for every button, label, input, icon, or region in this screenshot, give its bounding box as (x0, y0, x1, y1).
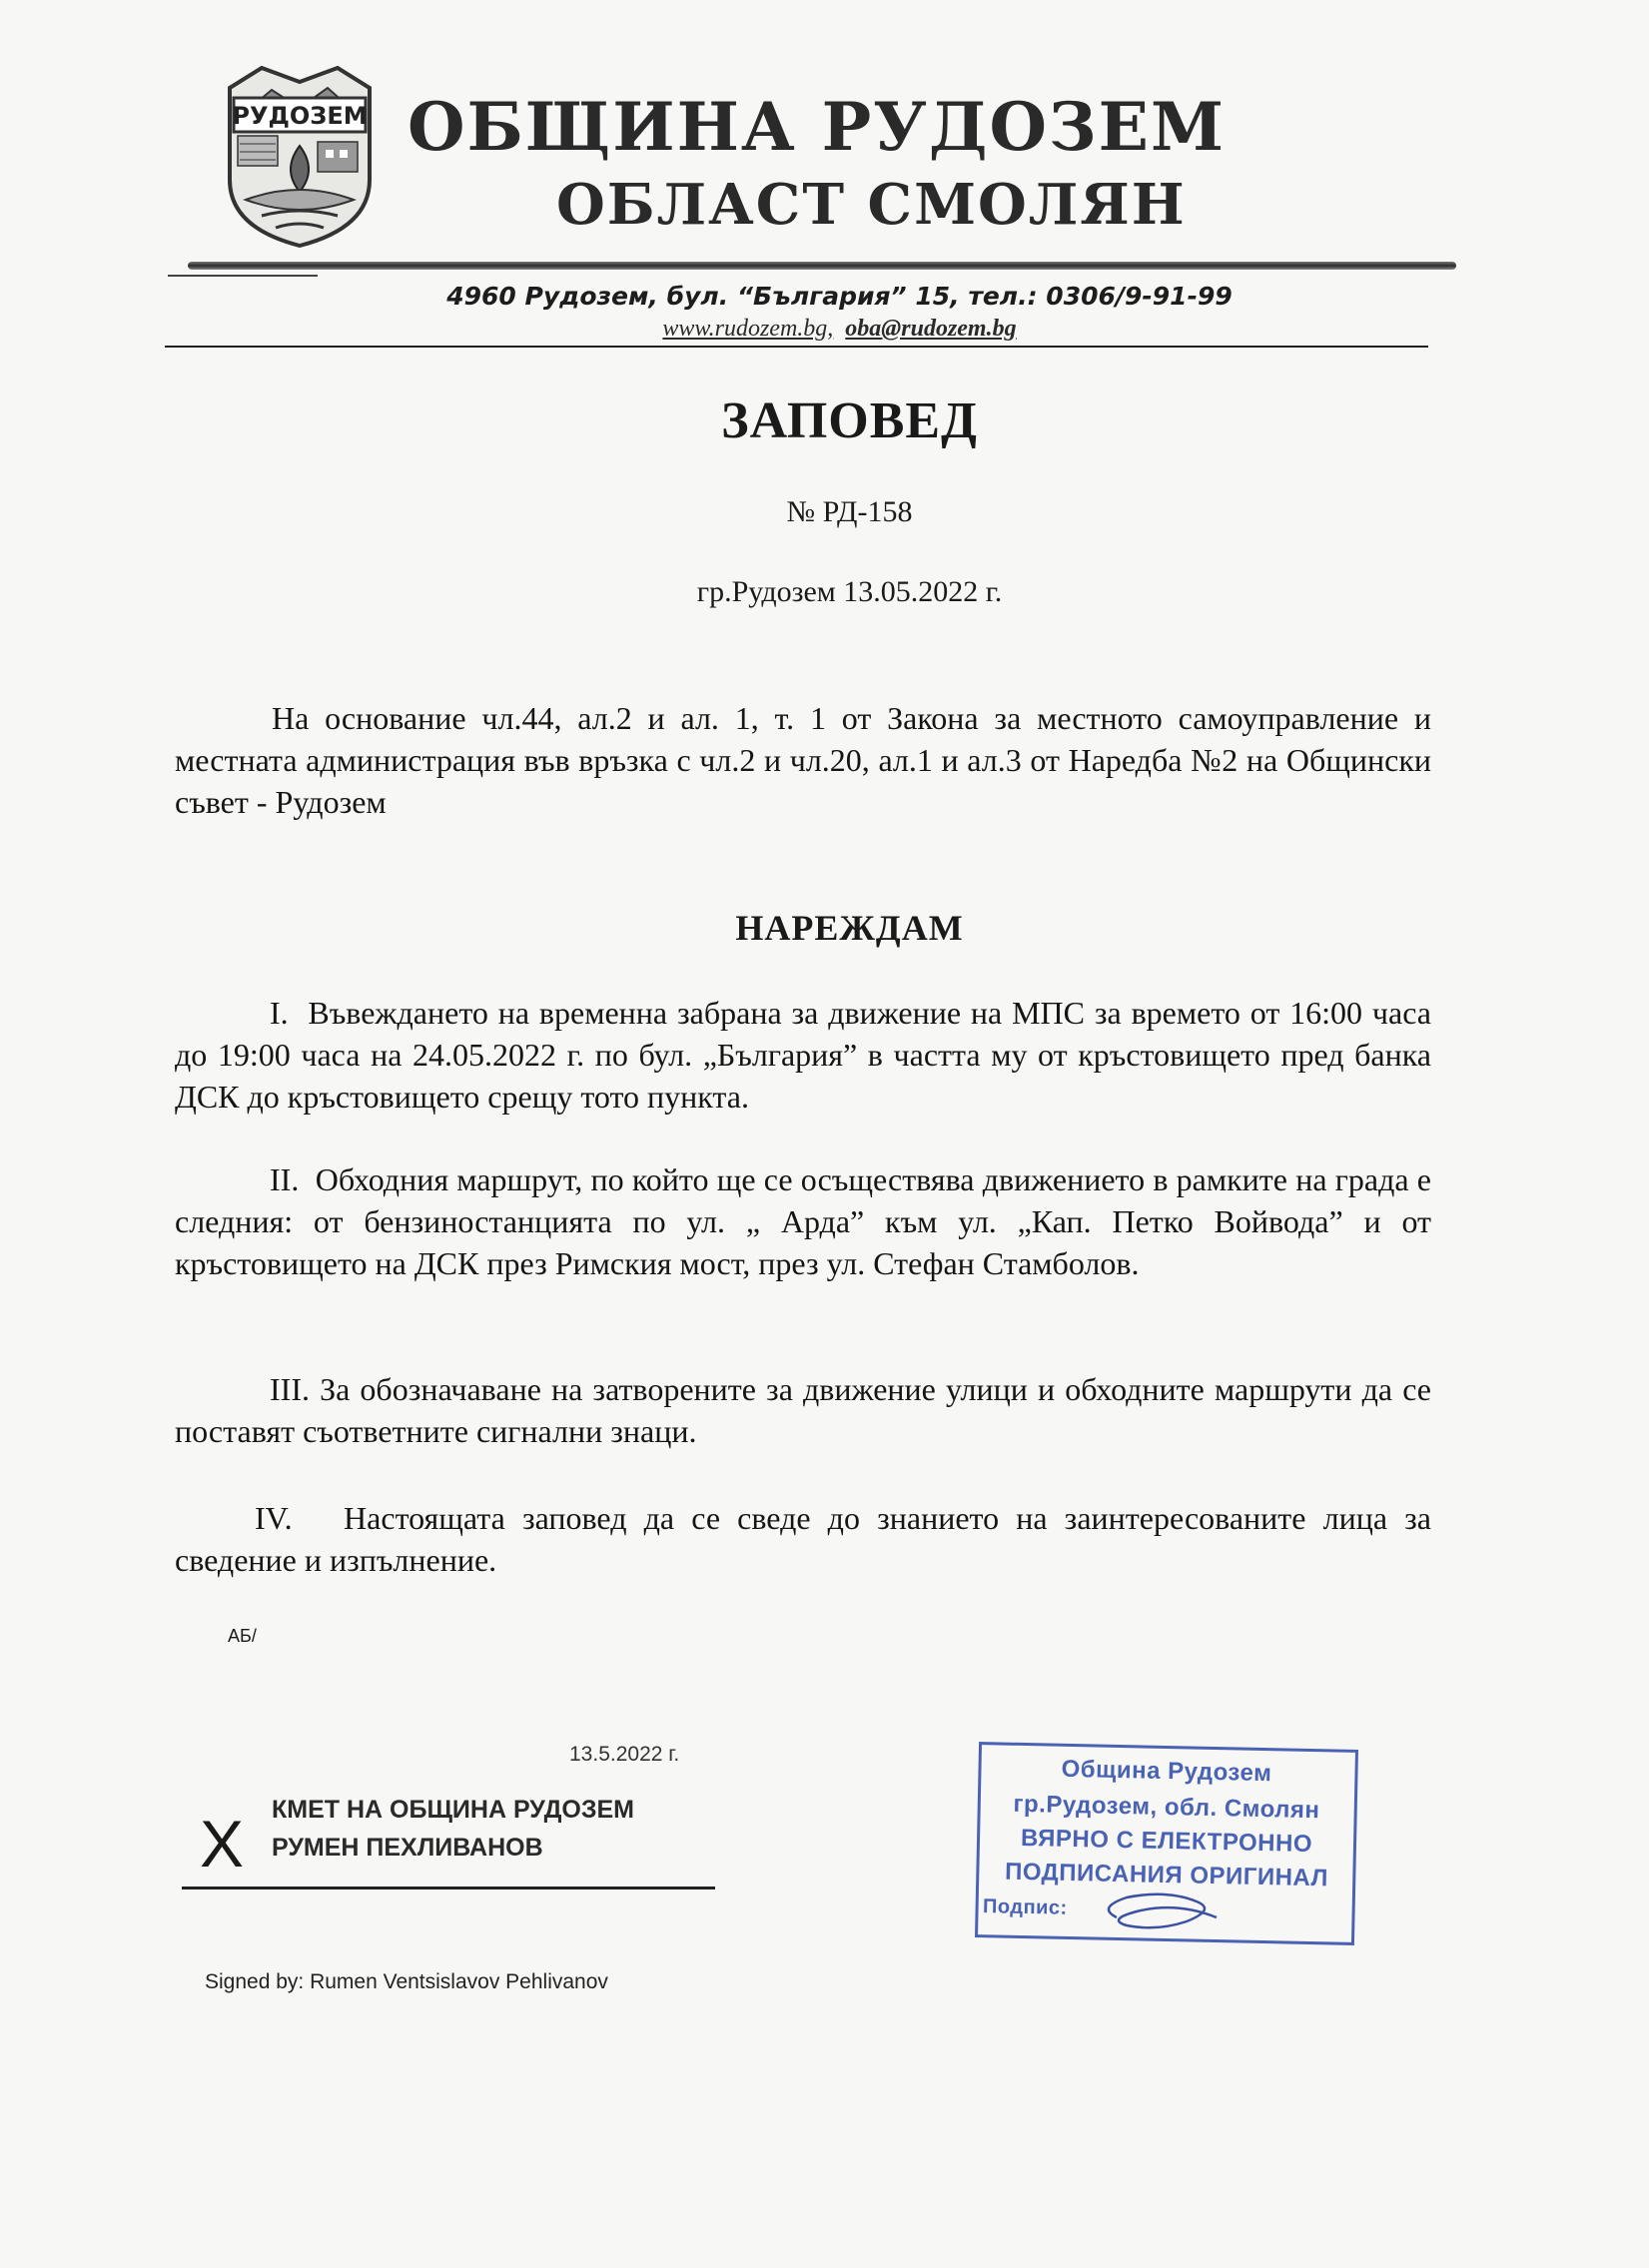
contact-line (0, 316, 1649, 343)
email-link[interactable]: oba@rudozem.bg (845, 316, 1017, 342)
contact-divider (165, 346, 1428, 348)
order-item-number: III. (270, 1371, 310, 1407)
stamp-signature-label: Подпис: (982, 1895, 1068, 1919)
order-item-text: Обходния маршрут, по който ще се осъществява движението в рамките на града е следния: от бензиностанцията по ул. „ Арда” към ул. „Кап. Петко Войвода” и от кръстовището на ДСК през Римския мост, през ул. Стефан Стамболов. (175, 1161, 1432, 1281)
header-divider-thin (168, 275, 318, 277)
place-and-date: гр.Рудозем 13.05.2022 г. (696, 575, 1003, 608)
order-item (175, 992, 1431, 1118)
order-item-text: Настоящата заповед да се сведе до знанието на заинтересованите лица за сведение и изпълнение. (175, 1500, 1432, 1578)
digital-signature-note: Signed by: Rumen Ventsislavov Pehlivanov (205, 1970, 608, 1993)
document-number: № РД-158 (786, 495, 913, 528)
stamp-line-4: ПОДПИСАНИЯ ОРИГИНАЛ (1004, 1858, 1329, 1892)
signer-title: КМЕТ НА ОБЩИНА РУДОЗЕМ (272, 1796, 634, 1824)
legal-basis-paragraph: На основание чл.44, ал.2 и ал. 1, т. 1 от Закона за местното самоуправление и местната администрация във връзка с чл.2 и чл.20, ал.1 и ал.3 от Наредба №2 на Общински съвет - Рудозем (175, 700, 1431, 820)
header-divider-thick (188, 262, 1456, 270)
signature-date: 13.5.2022 г. (569, 1743, 680, 1766)
stamp-line-2: гр.Рудозем, обл. Смолян (1013, 1790, 1320, 1825)
stamp-line-3: ВЯРНО С ЕЛЕКТРОННО (1020, 1824, 1313, 1859)
signer-name: РУМЕН ПЕХЛИВАНОВ (272, 1834, 543, 1862)
handwritten-signature (1087, 1888, 1237, 1937)
order-item (175, 1497, 1431, 1581)
order-heading: НАРЕЖДАМ (735, 908, 964, 948)
order-item-number: II. (270, 1161, 300, 1197)
website-link[interactable]: www.rudozem.bg, (662, 316, 834, 342)
municipality-coat-of-arms-logo (222, 60, 378, 250)
order-item-number: I. (270, 995, 289, 1031)
municipality-name: ОБЩИНА РУДОЗЕМ (408, 88, 1227, 166)
order-item-text: За обозначаване на затворените за движение улици и обходните маршрути да се поставят съответните сигнални знаци. (175, 1371, 1432, 1449)
author-initials: АБ/ (228, 1626, 257, 1646)
order-item (175, 1158, 1431, 1284)
region-name: ОБЛАСТ СМОЛЯН (556, 172, 1187, 238)
certification-stamp (977, 1746, 1356, 1941)
order-item-number: IV. (255, 1500, 293, 1536)
signature-line (182, 1887, 715, 1890)
municipality-address: 4960 Рудозем, бул. “България” 15, тел.: 0306/9-91-99 (446, 282, 1233, 311)
order-item (175, 1368, 1431, 1452)
stamp-line-1: Община Рудозем (1061, 1755, 1272, 1788)
order-item-text: Въвеждането на временна забрана за движение на МПС за времето от 16:00 часа до 19:00 часа на 24.05.2022 г. по бул. „България” в частта му от кръстовището пред банка ДСК до кръстовището срещу тото пункта. (175, 995, 1432, 1115)
signature-mark: X (200, 1807, 245, 1881)
logo-text: РУДОЗЕМ (232, 102, 368, 130)
document-title: ЗАПОВЕД (721, 392, 978, 449)
